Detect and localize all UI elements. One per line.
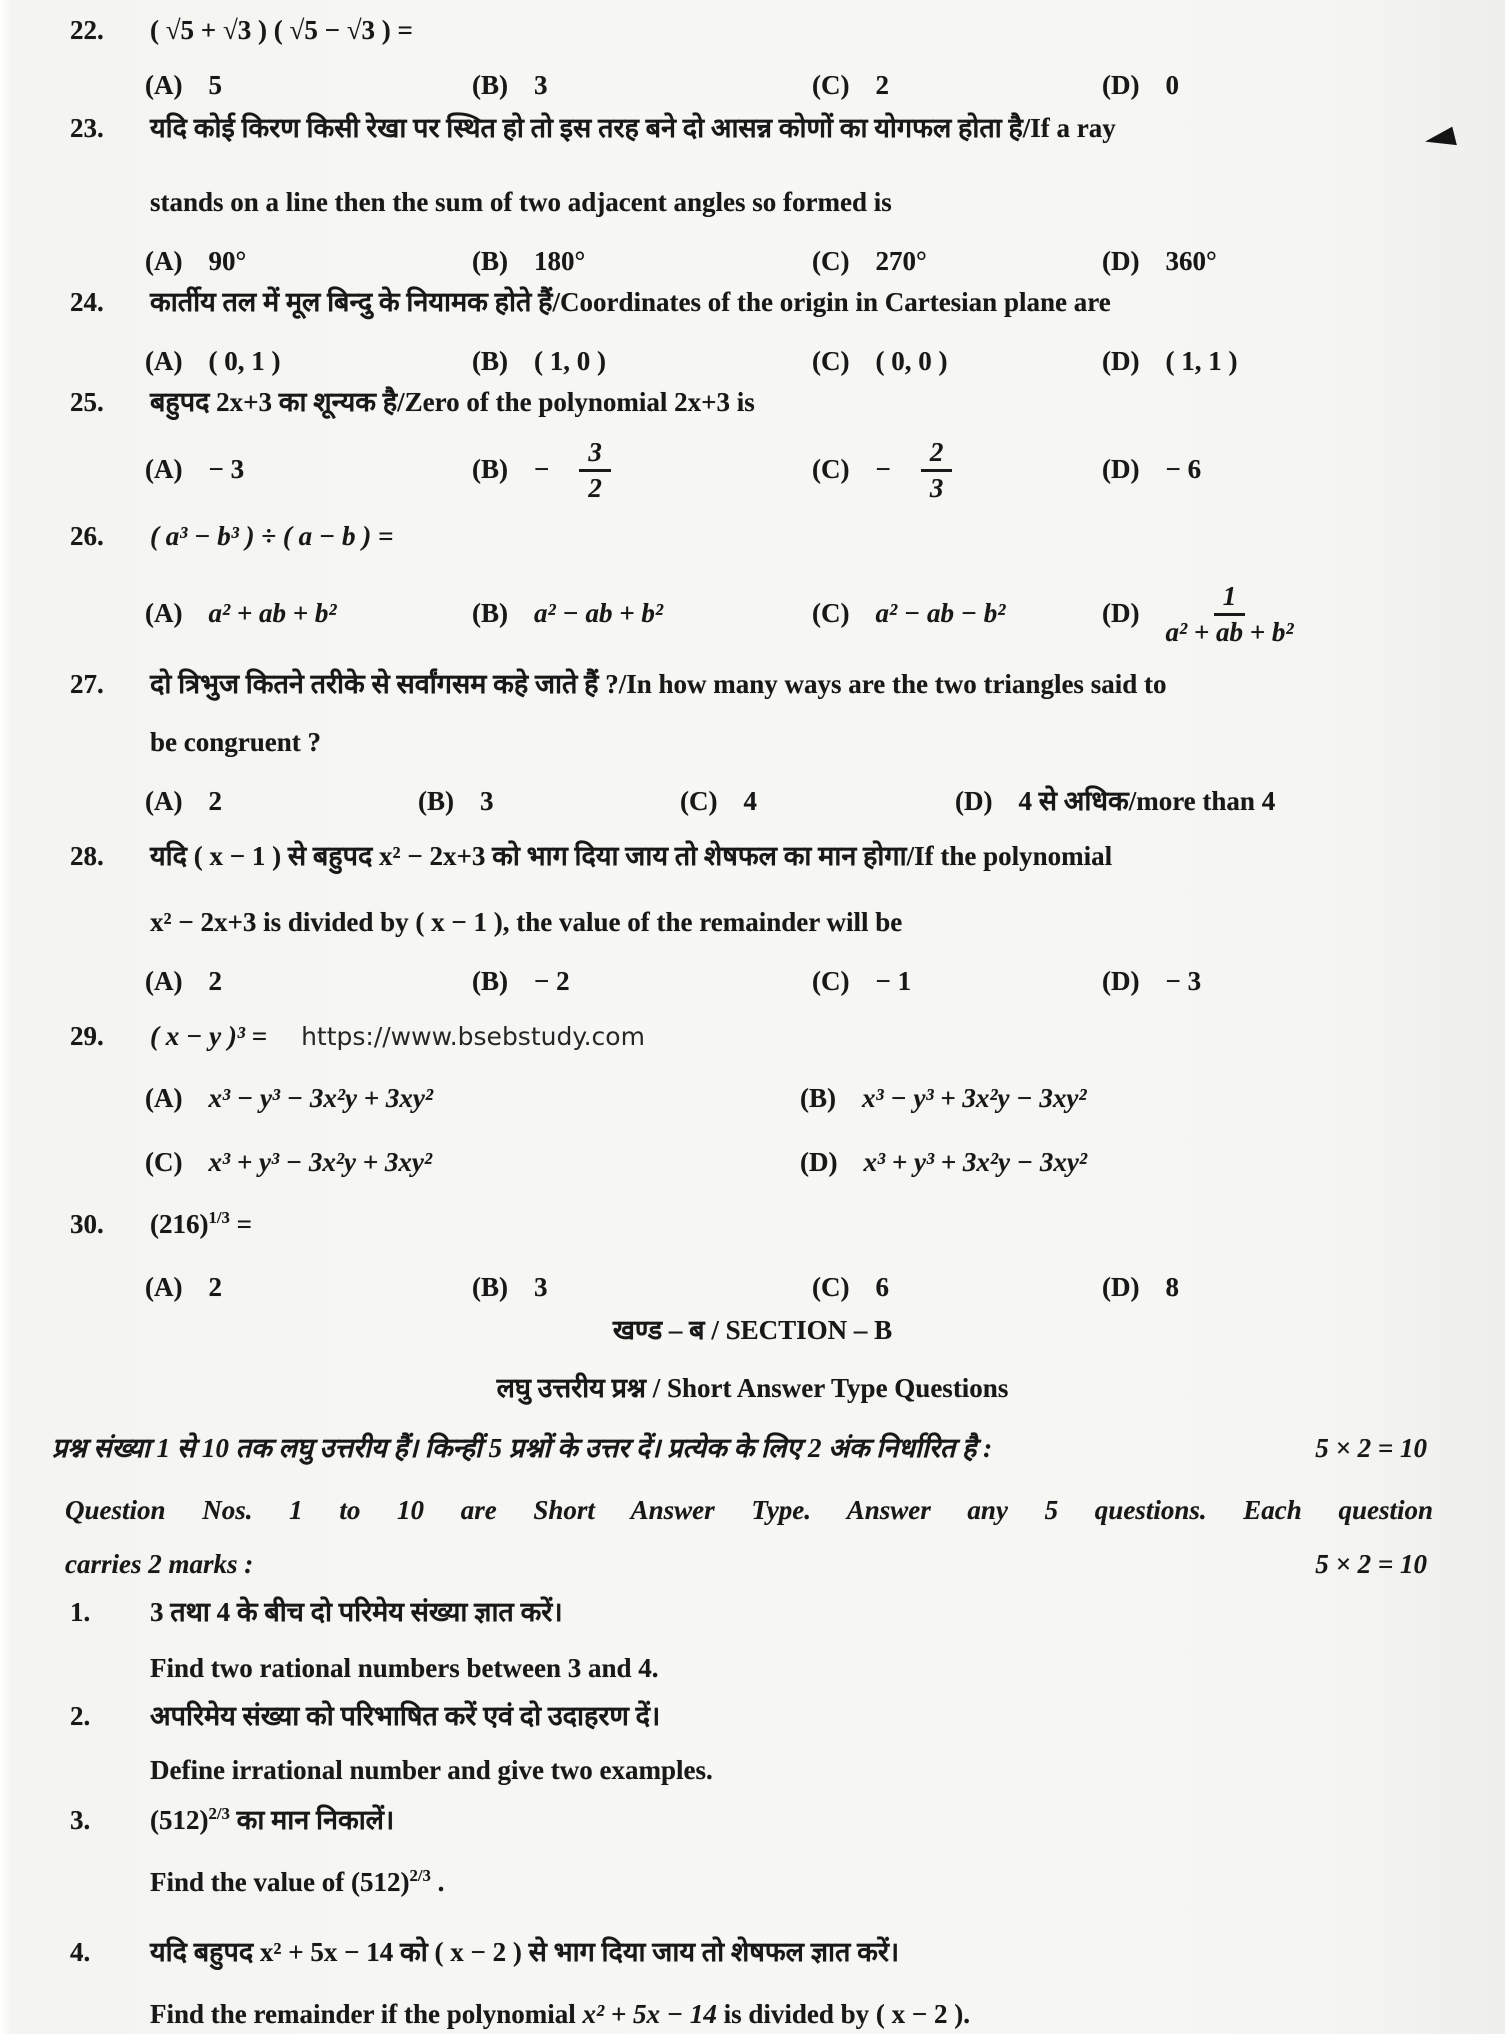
q23-text-line2: stands on a line then the sum of two adjacent angles so formed is xyxy=(150,187,892,217)
fraction-numerator: 3 xyxy=(579,438,611,471)
option-b-value: 3 xyxy=(534,70,548,101)
q22-number: 22. xyxy=(70,15,104,45)
q28-text-line2: x² − 2x+3 is divided by ( x − 1 ), the value of the remainder will be xyxy=(150,907,903,937)
option-d-value: 8 xyxy=(1165,1272,1179,1303)
option-a-label: (A) xyxy=(145,1083,183,1114)
sa2-hindi: अपरिमेय संख्या को परिभाषित करें एवं दो उदाहरण दें। xyxy=(150,1701,661,1731)
option-a-value: 2 xyxy=(208,966,222,997)
option-d-value: ( 1, 1 ) xyxy=(1165,346,1238,377)
option-b-value: a² − ab + b² xyxy=(534,598,663,629)
section-b-subtitle: लघु उत्तरीय प्रश्न / Short Answer Type Questions xyxy=(496,1373,1009,1403)
section-b-title: खण्ड – ब / SECTION – B xyxy=(612,1315,893,1345)
q29-expression-row xyxy=(150,1020,1495,1054)
sa3-hindi-rest: का मान निकालें। xyxy=(229,1805,395,1835)
q27-header xyxy=(0,668,1505,716)
option-c-label: (C) xyxy=(812,454,850,485)
q25-options xyxy=(145,422,1505,518)
q27-number: 27. xyxy=(70,669,104,699)
instructions-english-row2 xyxy=(0,1548,1505,1596)
q27-text-line1: दो त्रिभुज कितने तरीके से सर्वांगसम कहे जाते हैं ?/In how many ways are the two triangles said to xyxy=(150,669,1167,699)
instructions-hindi: प्रश्न संख्या 1 से 10 तक लघु उत्तरीय हैं। किन्हीं 5 प्रश्नों के उत्तर दें। प्रत्येक के लिए 2 अंक निर्धारित है : xyxy=(52,1433,993,1463)
q28-number: 28. xyxy=(70,841,104,871)
option-c-label: (C) xyxy=(812,966,850,997)
option-c-label: (C) xyxy=(145,1147,183,1178)
option-b-label: (B) xyxy=(472,1272,508,1303)
sa3-base: (512) xyxy=(150,1805,209,1835)
sa4-english-math: x² + 5x − 14 xyxy=(582,1999,717,2029)
q29-options-row2 xyxy=(145,1136,1505,1190)
q30-expression xyxy=(150,1208,1495,1242)
q28-text-line2-row xyxy=(0,906,1505,954)
sa2-hindi-row xyxy=(0,1700,1505,1748)
option-d-value: 0 xyxy=(1165,70,1179,101)
instructions-english-line1: Question Nos. 1 to 10 are Short Answer Type. Answer any 5 questions. Each question xyxy=(65,1495,1433,1525)
q24-text: कार्तीय तल में मूल बिन्दु के नियामक होते हैं/Coordinates of the origin in Cartesian plane are xyxy=(150,287,1111,317)
option-d-label: (D) xyxy=(955,786,993,817)
option-d-label: (D) xyxy=(1102,454,1140,485)
option-b-label: (B) xyxy=(472,346,508,377)
option-c-value: 4 xyxy=(743,786,757,817)
option-a-value: 90° xyxy=(208,246,247,277)
q23-text-line1: यदि कोई किरण किसी रेखा पर स्थित हो तो इस तरह बने दो आसन्न कोणों का योगफल होता है/If a ray xyxy=(150,113,1116,143)
option-c-value: ( 0, 0 ) xyxy=(875,346,948,377)
q26-options xyxy=(145,558,1505,670)
q26-expression: ( a³ − b³ ) ÷ ( a − b ) = xyxy=(150,521,394,551)
sa1-hindi: 3 तथा 4 के बीच दो परिमेय संख्या ज्ञात करें। xyxy=(150,1597,563,1627)
option-b-label: (B) xyxy=(418,786,454,817)
option-a-label: (A) xyxy=(145,786,183,817)
sa4-english-pre: Find the remainder if the polynomial xyxy=(150,1999,583,2029)
q30-options xyxy=(145,1264,1505,1312)
sa2-english: Define irrational number and give two examples. xyxy=(150,1755,713,1785)
option-a-value: − 3 xyxy=(208,454,245,485)
fraction-numerator: 2 xyxy=(921,438,953,471)
sa3-english-post: . xyxy=(430,1867,445,1897)
option-b-label: (B) xyxy=(472,70,508,101)
sa4-english-post: is divided by ( x − 2 ). xyxy=(716,1999,971,2029)
option-a-label: (A) xyxy=(145,598,183,629)
option-b-value: x³ − y³ + 3x²y − 3xy² xyxy=(862,1083,1087,1114)
option-a-label: (A) xyxy=(145,454,183,485)
option-a-value: a² + ab + b² xyxy=(208,598,337,629)
option-c-value: x³ + y³ − 3x²y + 3xy² xyxy=(208,1147,432,1178)
sa3-english-exponent: 2/3 xyxy=(409,1866,431,1885)
sa2-number: 2. xyxy=(70,1701,91,1731)
option-b-value: 3 xyxy=(480,786,494,817)
q25-text: बहुपद 2x+3 का शून्यक है/Zero of the polynomial 2x+3 is xyxy=(150,387,755,417)
q23-number: 23. xyxy=(70,113,104,143)
fraction-denominator: 3 xyxy=(929,472,944,503)
option-c-value: 2 xyxy=(875,70,889,101)
q25-number: 25. xyxy=(70,387,104,417)
option-c-label: (C) xyxy=(680,786,718,817)
sa3-number: 3. xyxy=(70,1805,91,1835)
option-b-value: 3 xyxy=(534,1272,548,1303)
q23-text-line2-row xyxy=(0,186,1505,234)
q22-expression: ( √5 + √3 ) ( √5 − √3 ) = xyxy=(150,15,413,45)
sa1-number: 1. xyxy=(70,1597,91,1627)
option-c-value: 6 xyxy=(875,1272,889,1303)
option-a-value: 2 xyxy=(208,786,222,817)
option-c-sign: − xyxy=(875,454,891,485)
instructions-english-line2: carries 2 marks : xyxy=(65,1549,254,1579)
option-b-label: (B) xyxy=(472,246,508,277)
sa3-hindi xyxy=(150,1804,1495,1838)
option-d-value: − 3 xyxy=(1165,966,1202,997)
q30-exponent: 1/3 xyxy=(208,1208,230,1227)
option-c-value: a² − ab − b² xyxy=(875,598,1006,629)
option-b-value: − 2 xyxy=(534,966,570,997)
option-a-label: (A) xyxy=(145,246,183,277)
option-c-label: (C) xyxy=(812,346,850,377)
q30-header xyxy=(0,1208,1505,1256)
option-d-label: (D) xyxy=(1102,346,1140,377)
q26-number: 26. xyxy=(70,521,104,551)
q27-text-line2: be congruent ? xyxy=(150,727,321,757)
sa1-english: Find two rational numbers between 3 and 4. xyxy=(150,1653,659,1683)
q30-base: (216) xyxy=(150,1209,209,1239)
fraction-denominator: a² + ab + b² xyxy=(1165,616,1294,647)
q28-text-line1: यदि ( x − 1 ) से बहुपद x² − 2x+3 को भाग दिया जाय तो शेषफल का मान होगा/If the polynomial xyxy=(150,841,1113,871)
q23-header xyxy=(0,112,1505,160)
q30-number: 30. xyxy=(70,1209,104,1239)
sa4-english xyxy=(150,1998,970,2032)
option-b-label: (B) xyxy=(800,1083,836,1114)
option-d-value: 360° xyxy=(1165,246,1217,277)
marks-scheme-english: 5 × 2 = 10 xyxy=(1315,1549,1427,1579)
option-a-label: (A) xyxy=(145,346,183,377)
q28-header xyxy=(0,840,1505,888)
option-a-label: (A) xyxy=(145,70,183,101)
option-d-fraction xyxy=(1165,582,1293,646)
q22-options xyxy=(145,62,1505,110)
sa4-hindi-row xyxy=(0,1936,1505,1984)
option-d-label: (D) xyxy=(1102,70,1140,101)
option-c-label: (C) xyxy=(812,246,850,277)
sa3-hindi-row xyxy=(0,1804,1505,1852)
q29-options-row1 xyxy=(145,1072,1505,1126)
sa3-exponent: 2/3 xyxy=(208,1804,230,1823)
fraction-denominator: 2 xyxy=(588,472,602,503)
q24-options xyxy=(145,338,1505,386)
option-b-label: (B) xyxy=(472,966,508,997)
option-b-label: (B) xyxy=(472,454,508,485)
sa3-english-pre: Find the value of xyxy=(150,1867,352,1897)
sa3-english-base: (512) xyxy=(351,1867,410,1897)
option-a-value: x³ − y³ − 3x²y + 3xy² xyxy=(208,1083,433,1114)
sa4-number: 4. xyxy=(70,1937,91,1967)
q27-options xyxy=(145,778,1505,826)
marks-scheme-hindi: 5 × 2 = 10 xyxy=(1315,1433,1427,1463)
instructions-hindi-row xyxy=(0,1432,1505,1480)
q29-header xyxy=(0,1020,1505,1068)
q28-options xyxy=(145,958,1505,1006)
sa1-hindi-row xyxy=(0,1596,1505,1644)
q23-options xyxy=(145,238,1505,286)
option-a-label: (A) xyxy=(145,966,183,997)
option-a-value: 2 xyxy=(208,1272,222,1303)
option-a-label: (A) xyxy=(145,1272,183,1303)
watermark-url: https://www.bsebstudy.com xyxy=(301,1022,645,1051)
option-d-label: (D) xyxy=(1102,598,1140,629)
option-b-value: ( 1, 0 ) xyxy=(534,346,606,377)
option-c-label: (C) xyxy=(812,70,850,101)
option-c-value: − 1 xyxy=(875,966,912,997)
option-d-label: (D) xyxy=(1102,1272,1140,1303)
q24-number: 24. xyxy=(70,287,104,317)
option-d-label: (D) xyxy=(1102,966,1140,997)
fraction-numerator: 1 xyxy=(1214,582,1246,615)
q29-expression: ( x − y )³ = xyxy=(150,1021,268,1051)
option-a-value: 5 xyxy=(208,70,222,101)
option-d-value: − 6 xyxy=(1165,454,1202,485)
option-c-fraction xyxy=(921,438,953,502)
sa4-hindi: यदि बहुपद x² + 5x − 14 को ( x − 2 ) से भाग दिया जाय तो शेषफल ज्ञात करें। xyxy=(150,1937,900,1967)
q29-number: 29. xyxy=(70,1021,104,1051)
q30-equals: = xyxy=(236,1209,253,1239)
q27-text-line2-row xyxy=(0,726,1505,774)
option-c-label: (C) xyxy=(812,598,850,629)
option-d-label: (D) xyxy=(800,1147,838,1178)
q24-header xyxy=(0,286,1505,334)
option-c-label: (C) xyxy=(812,1272,850,1303)
q22-header xyxy=(0,14,1505,62)
sa3-english xyxy=(150,1866,444,1900)
option-b-label: (B) xyxy=(472,598,508,629)
option-d-value: x³ + y³ + 3x²y − 3xy² xyxy=(863,1147,1087,1178)
option-a-value: ( 0, 1 ) xyxy=(208,346,281,377)
option-d-label: (D) xyxy=(1102,246,1140,277)
option-c-value: 270° xyxy=(875,246,927,277)
option-b-fraction xyxy=(579,438,611,502)
option-b-sign: − xyxy=(534,454,550,485)
option-d-value: 4 से अधिक/more than 4 xyxy=(1018,786,1276,817)
option-b-value: 180° xyxy=(534,246,586,277)
